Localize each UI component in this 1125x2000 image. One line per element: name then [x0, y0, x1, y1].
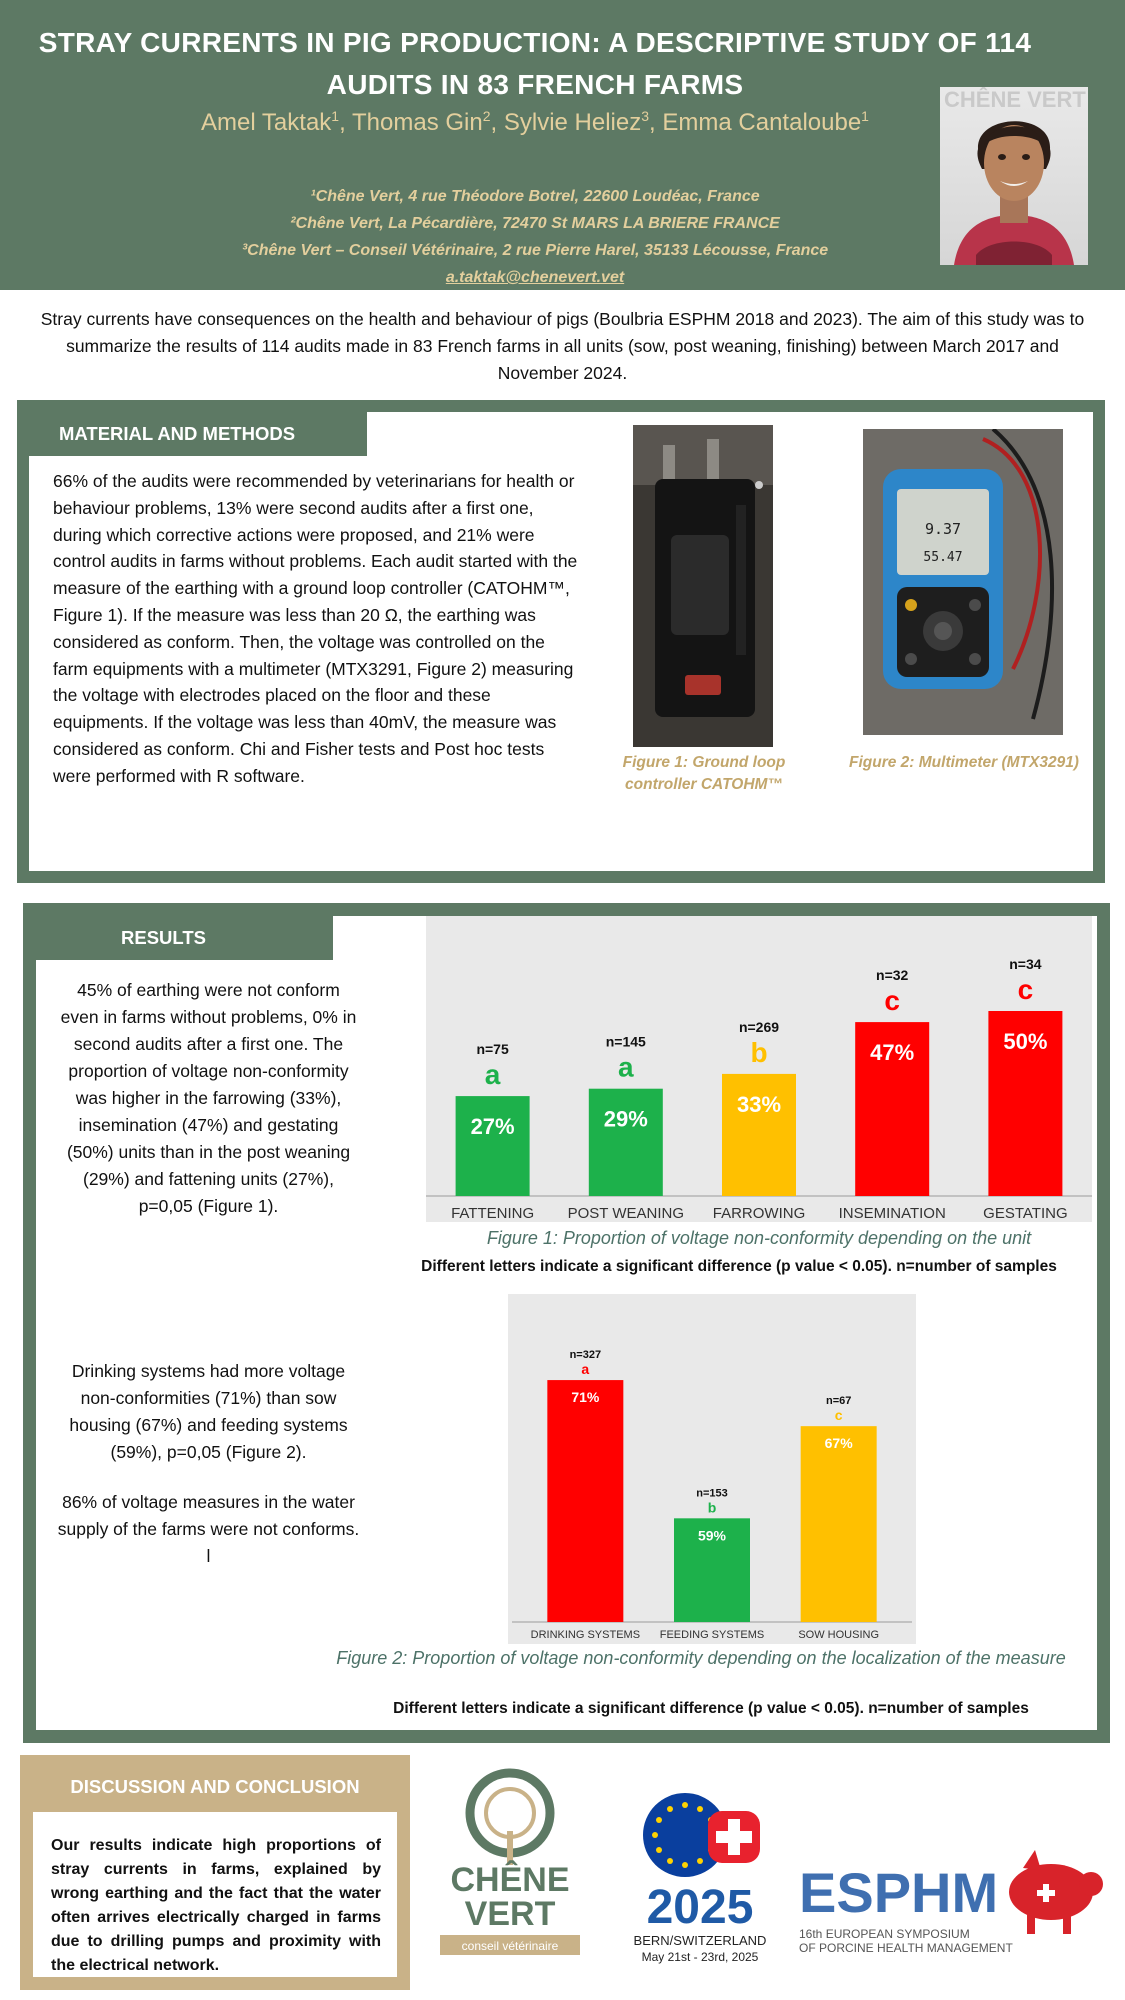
category-tick-label: GESTATING — [983, 1205, 1068, 1222]
chart2-note: Different letters indicate a significant difference (p value < 0.05). n=number of samples — [393, 1700, 1029, 1717]
significance-letter: c — [884, 985, 900, 1017]
significance-letter: a — [618, 1051, 634, 1083]
affiliations — [20, 183, 1050, 291]
localization-nonconformity-chart — [508, 1294, 916, 1644]
significance-letter: c — [1017, 974, 1034, 1005]
author-name: Thomas Gin — [352, 109, 483, 136]
sample-size-label: n=153 — [696, 1487, 728, 1500]
discussion-section — [20, 1755, 410, 1990]
methods-heading: MATERIAL AND METHODS — [17, 412, 367, 456]
author-affil-number: 2 — [482, 108, 491, 124]
chart-bar — [589, 1089, 663, 1196]
esphm-line2: OF PORCINE HEALTH MANAGEMENT — [799, 1941, 1013, 1955]
chart1-caption: Figure 1: Proportion of voltage non-conformity depending on the unit — [486, 1228, 1032, 1248]
results-text-drinking: Drinking systems had more voltage non-conformities (71%) than sow housing (67%) and feeding systems (59%), p=0,05 (Figure 2). — [69, 1361, 348, 1462]
figure1-caption: Figure 1: Ground loop controller CATOHM™ — [622, 754, 786, 793]
unit-nonconformity-chart — [426, 916, 1092, 1222]
significance-letter: a — [581, 1361, 590, 1378]
results-text-water: 86% of voltage measures in the water supply of the farms were not conforms. l — [57, 1492, 360, 1566]
chenevert-line2: VERT — [464, 1895, 556, 1933]
author-list: Amel Taktak$^1$, Thomas Gin$^2$, Sylvie Heliez$^3$, Emma Cantaloube$^1$ — [201, 108, 869, 136]
bar-value-label: 50% — [1003, 1029, 1048, 1054]
chart2-caption: Figure 2: Proportion of voltage non-conformity depending on the localization of the measure — [336, 1648, 1066, 1668]
bar-value-label: 33% — [736, 1091, 782, 1117]
author-photo — [940, 87, 1088, 265]
bar-value-label: 47% — [870, 1040, 915, 1066]
bar-value-label: 67% — [824, 1435, 853, 1452]
chart-bar — [547, 1380, 623, 1622]
chene-vert-logo — [430, 1765, 590, 1970]
ground-loop-controller-photo — [633, 425, 773, 747]
esphm-name: ESPHM — [799, 1861, 999, 1924]
event-place: BERN/SWITZERLAND — [633, 1933, 767, 1948]
methods-section — [17, 400, 1105, 883]
poster-header — [0, 0, 1125, 290]
sample-size-label: n=75 — [476, 1041, 509, 1058]
chenevert-subtitle: conseil vétérinaire — [461, 1939, 559, 1953]
results-section — [23, 903, 1110, 1743]
author-email-link[interactable]: a.taktak@chenevert.vet — [445, 269, 625, 286]
multimeter-reading-secondary: 55.47 — [923, 550, 963, 565]
chenevert-line1: CHÊNE — [450, 1861, 570, 1899]
portrait-illustration — [940, 87, 1088, 265]
significance-letter: b — [707, 1499, 717, 1516]
author-affil-number: 1 — [331, 108, 340, 124]
multimeter-photo — [863, 429, 1063, 735]
author-affil-number: 3 — [641, 108, 650, 124]
sample-size-label: n=34 — [1009, 956, 1042, 972]
sample-size-label: n=327 — [569, 1349, 602, 1362]
category-tick-label: POST WEANING — [567, 1205, 685, 1222]
multimeter-reading-primary: 9.37 — [924, 520, 962, 538]
results-text-earthing: 45% of earthing were not conform even in farms without problems, 0% in second audits after a first one. The proportion of voltage non-conformity was higher in the farrowing (33%), insemination (47%) and gestating (50%) units than in the post weaning (29%) and fattening units (27%), p=0,05 (Figure 1). — [60, 980, 357, 1216]
affiliation-line: ²Chêne Vert, La Pécardière, 72470 St MARS LA BRIERE FRANCE — [290, 215, 780, 232]
category-tick-label: SOW HOUSING — [798, 1629, 880, 1641]
category-tick-label: FATTENING — [451, 1205, 535, 1222]
sample-size-label: n=67 — [825, 1395, 852, 1408]
category-tick-label: INSEMINATION — [838, 1205, 946, 1222]
esphm-line1: 16th EUROPEAN SYMPOSIUM — [799, 1927, 970, 1941]
bar-value-label: 59% — [697, 1527, 727, 1544]
bar-value-label: 29% — [603, 1106, 648, 1132]
figure2-caption: Figure 2: Multimeter (MTX3291) — [849, 754, 1079, 771]
author-affil-number: 1 — [861, 108, 869, 124]
event-year: 2025 — [646, 1881, 754, 1934]
sample-size-label: n=269 — [738, 1018, 780, 1035]
chart-bar — [801, 1426, 877, 1622]
category-tick-label: FEEDING SYSTEMS — [659, 1629, 765, 1641]
sample-size-label: n=32 — [876, 967, 909, 984]
bar-value-label: 27% — [470, 1114, 515, 1140]
event-date: May 21st - 23rd, 2025 — [641, 1950, 759, 1964]
methods-text: 66% of the audits were recommended by veterinarians for health or behaviour problems, 13% were second audits after a first one, during which corrective actions were proposed, and 21% were control audits in farms without problems. Each audit started with the measure of the earthing with a ground loop controller (CATOHM™, Figure 1). If the measure was less than 20 Ω, the earthing was considered as conform. Then, the voltage was controlled on the farm equipments with a multimeter (MTX3291, Figure 2) measuring the voltage with electrodes placed on the floor and these equipments. If the voltage was less than 40mV, the measure was considered as conform. Chi and Fisher tests and Post hoc tests were performed with R software. — [53, 471, 578, 786]
red-pig-icon — [1009, 1850, 1103, 1934]
category-tick-label: FARROWING — [712, 1205, 806, 1222]
esphm-logo — [795, 1840, 1105, 1965]
event-2025-logo — [630, 1785, 780, 1970]
methods-panel — [29, 412, 1093, 871]
discussion-text: Our results indicate high proportions of stray currents in farms, explained by wrong earthing and the fact that the water often arrives electrically charged in farms due to drilling pumps and proximity with the electrical network. — [51, 1837, 381, 1974]
bar-value-label: 71% — [571, 1389, 600, 1406]
significance-letter: c — [834, 1407, 843, 1424]
discussion-heading: DISCUSSION AND CONCLUSION — [70, 1776, 360, 1797]
significance-letter: a — [484, 1059, 501, 1091]
poster-title: STRAY CURRENTS IN PIG PRODUCTION: A DESCRIPTIVE STUDY OF 114 AUDITS IN 83 FRENCH FARMS — [38, 27, 1032, 100]
significance-letter: b — [750, 1036, 768, 1068]
category-tick-label: DRINKING SYSTEMS — [530, 1629, 641, 1641]
results-panel — [36, 916, 1097, 1730]
multimeter-illustration — [863, 429, 1063, 735]
results-heading: RESULTS — [23, 916, 333, 960]
chart-bar — [456, 1096, 530, 1196]
discussion-panel — [33, 1812, 397, 1977]
author-name: Sylvie Heliez — [503, 109, 642, 136]
author-name: Amel Taktak — [201, 109, 332, 136]
chart1-note: Different letters indicate a significant difference (p value < 0.05). n=number of samples — [421, 1258, 1057, 1275]
author-name: Emma Cantaloube — [662, 109, 862, 136]
sample-size-label: n=145 — [605, 1033, 646, 1050]
affiliation-line: ³Chêne Vert – Conseil Vétérinaire, 2 rue Pierre Harel, 35133 Lécousse, France — [241, 242, 829, 259]
affiliation-line: ¹Chêne Vert, 4 rue Théodore Botrel, 22600 Loudéac, France — [310, 188, 760, 205]
ground-loop-controller-illustration — [633, 425, 773, 747]
intro-text: Stray currents have consequences on the health and behaviour of pigs (Boulbria ESPHM 2018 and 2023). The aim of this study was to summarize the results of 114 audits made in 83 French farms in all units (sow, post weaning, finishing) between March 2017 and November 2024. — [40, 309, 1085, 383]
photo-watermark: CHÊNE VERT — [944, 87, 1086, 112]
